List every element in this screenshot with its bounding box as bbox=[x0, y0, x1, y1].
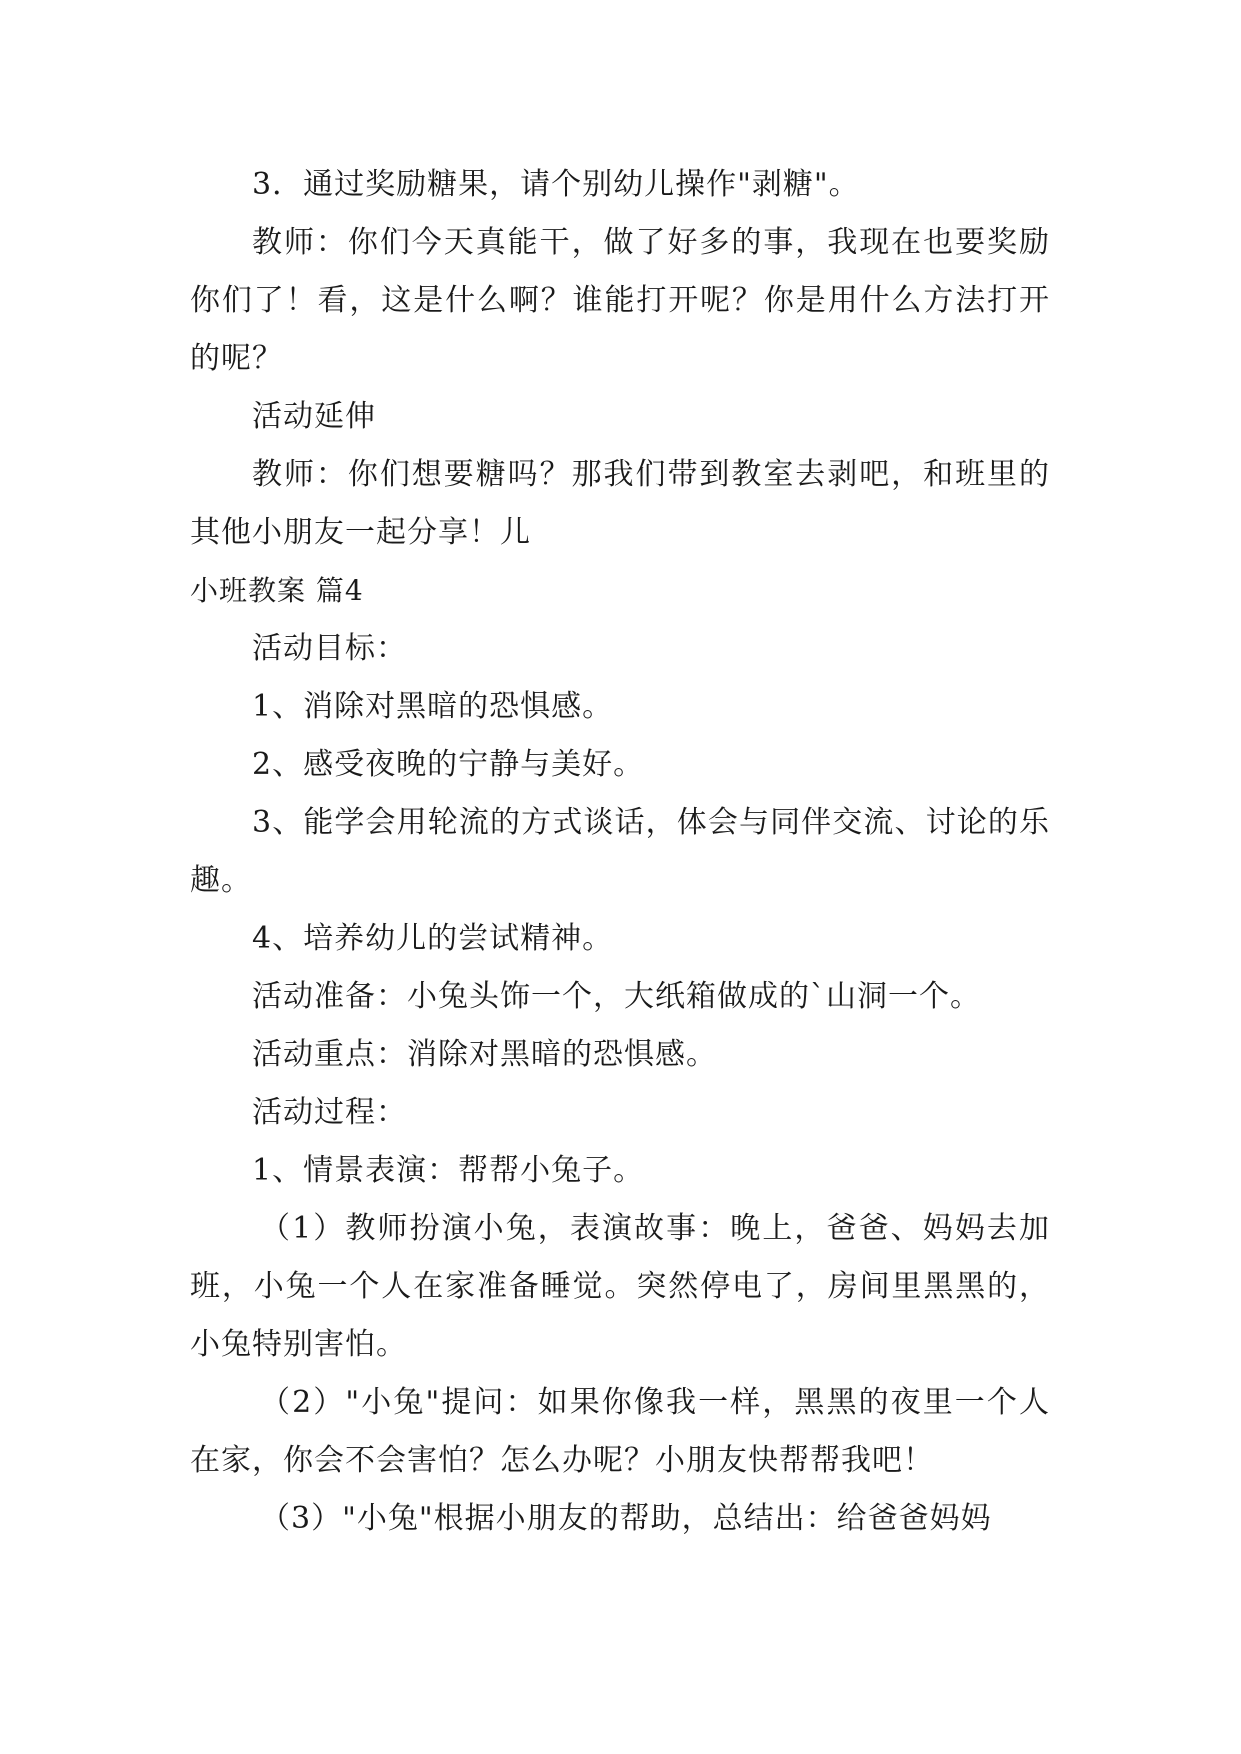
paragraph-process-1-3: （3）"小兔"根据小朋友的帮助，总结出：给爸爸妈妈 bbox=[260, 1501, 992, 1536]
document-body bbox=[190, 156, 1050, 1548]
paragraph-teacher-share: 教师：你们想要糖吗？那我们带到教室去剥吧，和班里的其他小朋友一起分享！儿 bbox=[190, 457, 1050, 550]
paragraph-process-1-1: （1）教师扮演小兔，表演故事：晚上，爸爸、妈妈去加班，小兔一个人在家准备睡觉。突然停电了，房间里黑黑的，小兔特别害怕。 bbox=[190, 1211, 1050, 1362]
paragraph-step-3: 3．通过奖励糖果，请个别幼儿操作"剥糖"。 bbox=[252, 167, 860, 202]
paragraph-key-point: 活动重点：消除对黑暗的恐惧感。 bbox=[252, 1037, 717, 1072]
paragraph-goal-4: 4、培养幼儿的尝试精神。 bbox=[252, 921, 614, 956]
paragraph-process-1-2: （2）"小兔"提问：如果你像我一样，黑黑的夜里一个人在家，你会不会害怕？怎么办呢？小朋友快帮帮我吧！ bbox=[190, 1385, 1050, 1478]
paragraph-teacher-reward: 教师：你们今天真能干，做了好多的事，我现在也要奖励你们了！看，这是什么啊？谁能打开呢？你是用什么方法打开的呢？ bbox=[190, 225, 1050, 376]
paragraph-preparation: 活动准备：小兔头饰一个，大纸箱做成的`山洞一个。 bbox=[252, 979, 981, 1014]
paragraph-goal-3: 3、能学会用轮流的方式谈话，体会与同伴交流、讨论的乐趣。 bbox=[190, 805, 1050, 898]
paragraph-goals-heading: 活动目标： bbox=[252, 631, 407, 666]
paragraph-goal-2: 2、感受夜晚的宁静与美好。 bbox=[252, 747, 645, 782]
paragraph-process-heading: 活动过程： bbox=[252, 1095, 407, 1130]
paragraph-activity-extension-heading: 活动延伸 bbox=[252, 399, 376, 434]
paragraph-process-1: 1、情景表演：帮帮小兔子。 bbox=[252, 1153, 645, 1188]
section-heading: 小班教案 篇4 bbox=[190, 574, 364, 607]
paragraph-goal-1: 1、消除对黑暗的恐惧感。 bbox=[252, 689, 614, 724]
